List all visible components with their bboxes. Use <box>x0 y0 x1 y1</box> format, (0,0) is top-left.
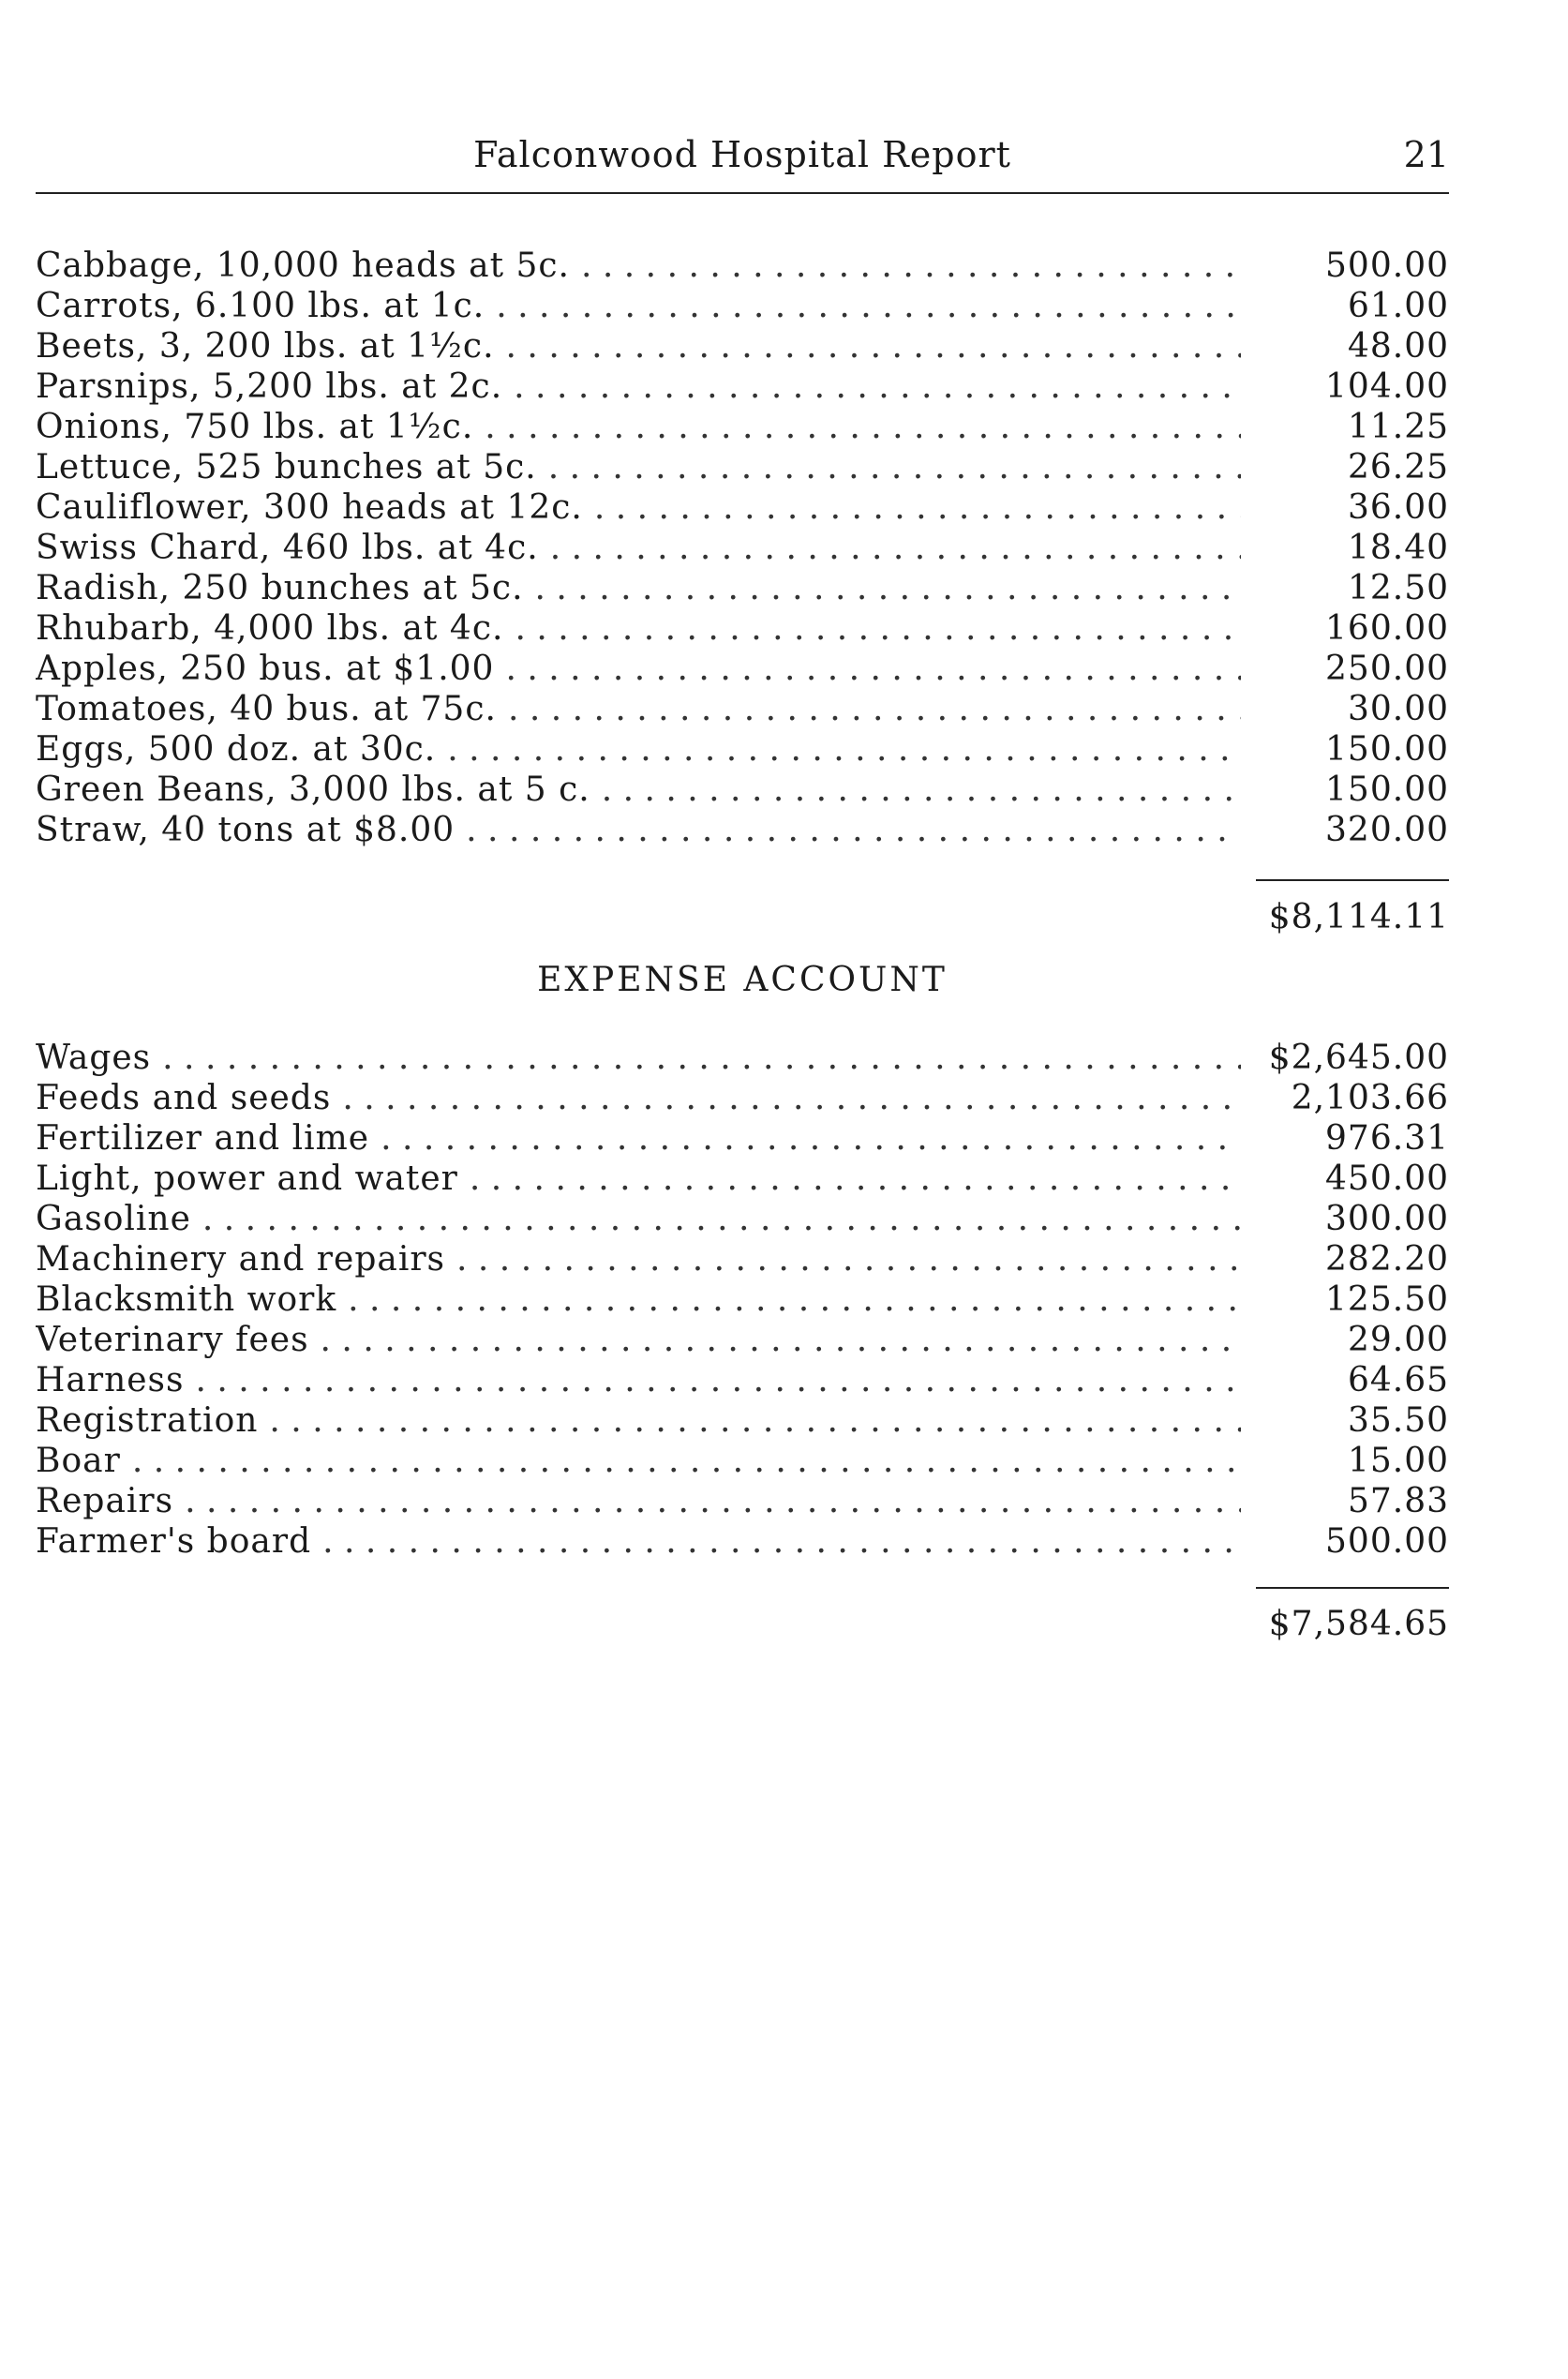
dot-leader <box>447 730 1241 769</box>
ledger-row <box>36 1361 1449 1401</box>
expense-account-heading: EXPENSE ACCOUNT <box>537 961 948 999</box>
dot-leader <box>348 1280 1241 1319</box>
ledger-row <box>36 448 1449 488</box>
item-amount: 36.00 <box>1347 488 1449 527</box>
ledger-row <box>36 327 1449 367</box>
ledger-row <box>36 1160 1449 1200</box>
item-label: Feeds and seeds <box>36 1079 332 1117</box>
item-amount: 11.25 <box>1347 408 1449 446</box>
item-amount: 282.20 <box>1325 1240 1449 1279</box>
item-label: Lettuce, 525 bunches at 5c. <box>36 448 537 486</box>
item-amount: 61.00 <box>1347 287 1449 325</box>
item-amount: 30.00 <box>1347 690 1449 728</box>
ledger-row <box>36 1522 1449 1563</box>
dot-leader <box>550 529 1241 567</box>
item-amount: 18.40 <box>1347 529 1449 567</box>
item-label: Parsnips, 5,200 lbs. at 2c. <box>36 367 503 406</box>
ledger-row <box>36 287 1449 327</box>
item-amount: 150.00 <box>1325 771 1449 809</box>
produce-total: $8,114.11 <box>1268 898 1449 936</box>
ledger-row <box>36 811 1449 851</box>
expense-ledger <box>36 1039 1449 1563</box>
dot-leader <box>470 1160 1241 1198</box>
item-amount: 500.00 <box>1325 1522 1449 1561</box>
expense-total-rule <box>1256 1587 1449 1589</box>
item-label: Rhubarb, 4,000 lbs. at 4c. <box>36 609 504 648</box>
dot-leader <box>508 690 1241 728</box>
header-rule <box>36 192 1449 194</box>
item-amount: 125.50 <box>1325 1280 1449 1319</box>
ledger-row <box>36 1200 1449 1240</box>
item-amount: 64.65 <box>1347 1361 1449 1399</box>
item-label: Harness <box>36 1361 185 1399</box>
item-label: Green Beans, 3,000 lbs. at 5 c. <box>36 771 590 809</box>
item-label: Fertilizer and lime <box>36 1119 370 1158</box>
item-label: Farmer's board <box>36 1522 312 1561</box>
ledger-row <box>36 488 1449 529</box>
ledger-row <box>36 1321 1449 1361</box>
ledger-row <box>36 771 1449 811</box>
item-amount: 12.50 <box>1347 569 1449 607</box>
dot-leader <box>132 1442 1241 1480</box>
dot-leader <box>202 1200 1241 1238</box>
item-label: Machinery and repairs <box>36 1240 446 1279</box>
ledger-row <box>36 1482 1449 1522</box>
item-amount: 160.00 <box>1325 609 1449 648</box>
page-number: 21 <box>1403 134 1449 175</box>
item-amount: 104.00 <box>1325 367 1449 406</box>
item-label: Swiss Chard, 460 lbs. at 4c. <box>36 529 539 567</box>
expense-total: $7,584.65 <box>1268 1605 1449 1643</box>
dot-leader <box>602 771 1241 809</box>
item-label: Radish, 250 bunches at 5c. <box>36 569 524 607</box>
item-amount: 500.00 <box>1325 247 1449 285</box>
ledger-row <box>36 247 1449 287</box>
item-amount: $2,645.00 <box>1268 1039 1449 1077</box>
dot-leader <box>506 327 1241 366</box>
ledger-row <box>36 1079 1449 1119</box>
item-amount: 2,103.66 <box>1291 1079 1449 1117</box>
ledger-row <box>36 367 1449 408</box>
dot-leader <box>581 247 1241 285</box>
ledger-row <box>36 730 1449 771</box>
item-amount: 48.00 <box>1347 327 1449 366</box>
item-amount: 250.00 <box>1325 650 1449 688</box>
ledger-row <box>36 1039 1449 1079</box>
produce-ledger <box>36 247 1449 851</box>
item-label: Eggs, 500 doz. at 30c. <box>36 730 437 769</box>
ledger-row <box>36 650 1449 690</box>
ledger-row <box>36 1401 1449 1442</box>
item-label: Veterinary fees <box>36 1321 309 1359</box>
item-label: Gasoline <box>36 1200 191 1238</box>
item-label: Tomatoes, 40 bus. at 75c. <box>36 690 497 728</box>
ledger-row <box>36 529 1449 569</box>
dot-leader <box>196 1361 1241 1399</box>
dot-leader <box>466 811 1241 849</box>
dot-leader <box>322 1522 1241 1561</box>
ledger-row <box>36 1119 1449 1160</box>
item-amount: 320.00 <box>1325 811 1449 849</box>
item-amount: 300.00 <box>1325 1200 1449 1238</box>
ledger-row <box>36 569 1449 609</box>
report-title: Falconwood Hospital Report <box>473 134 1011 175</box>
item-label: Beets, 3, 200 lbs. at 1½c. <box>36 327 495 366</box>
dot-leader <box>485 408 1241 446</box>
item-amount: 29.00 <box>1347 1321 1449 1359</box>
item-label: Light, power and water <box>36 1160 458 1198</box>
dot-leader <box>342 1079 1241 1117</box>
item-label: Registration <box>36 1401 259 1440</box>
ledger-row <box>36 609 1449 650</box>
dot-leader <box>381 1119 1241 1158</box>
dot-leader <box>162 1039 1241 1077</box>
ledger-row <box>36 408 1449 448</box>
dot-leader <box>535 569 1241 607</box>
item-label: Carrots, 6.100 lbs. at 1c. <box>36 287 485 325</box>
item-label: Blacksmith work <box>36 1280 337 1319</box>
dot-leader <box>514 367 1241 406</box>
item-amount: 976.31 <box>1325 1119 1449 1158</box>
dot-leader <box>505 650 1241 688</box>
running-head <box>36 134 1449 181</box>
dot-leader <box>594 488 1241 527</box>
item-label: Onions, 750 lbs. at 1½c. <box>36 408 474 446</box>
item-amount: 450.00 <box>1325 1160 1449 1198</box>
dot-leader <box>515 609 1241 648</box>
dot-leader <box>269 1401 1241 1440</box>
item-label: Apples, 250 bus. at $1.00 <box>36 650 495 688</box>
ledger-row <box>36 1280 1449 1321</box>
item-amount: 150.00 <box>1325 730 1449 769</box>
item-amount: 57.83 <box>1347 1482 1449 1520</box>
dot-leader <box>185 1482 1241 1520</box>
dot-leader <box>456 1240 1241 1279</box>
item-label: Boar <box>36 1442 121 1480</box>
item-amount: 15.00 <box>1347 1442 1449 1480</box>
dot-leader <box>548 448 1241 486</box>
ledger-row <box>36 690 1449 730</box>
item-label: Wages <box>36 1039 152 1077</box>
dot-leader <box>496 287 1241 325</box>
produce-total-rule <box>1256 879 1449 881</box>
item-label: Repairs <box>36 1482 174 1520</box>
item-label: Cabbage, 10,000 heads at 5c. <box>36 247 571 285</box>
item-label: Cauliflower, 300 heads at 12c. <box>36 488 583 527</box>
item-amount: 26.25 <box>1347 448 1449 486</box>
item-label: Straw, 40 tons at $8.00 <box>36 811 455 849</box>
ledger-row <box>36 1240 1449 1280</box>
dot-leader <box>321 1321 1241 1359</box>
ledger-row <box>36 1442 1449 1482</box>
item-amount: 35.50 <box>1347 1401 1449 1440</box>
